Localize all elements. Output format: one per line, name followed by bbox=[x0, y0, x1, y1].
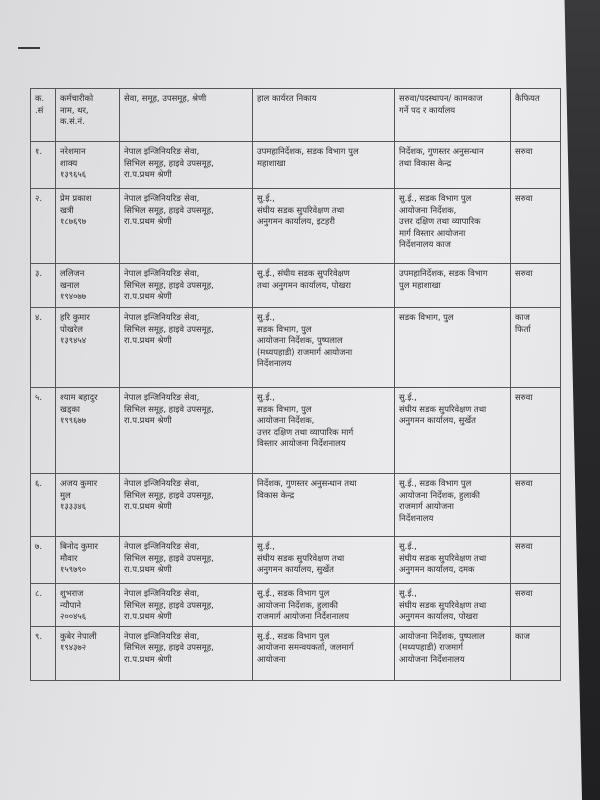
cell-current-office: सु.ई., सडक विभाग, पुल आयोजना निर्देशक, पुष्पलाल (मध्यपहाडी) राजमार्ग आयोजना निर्देशनालय bbox=[253, 308, 395, 388]
margin-mark bbox=[18, 47, 40, 49]
cell-service-group: नेपाल इन्जिनियरिङ सेवा, सिभिल समूह, हाइवे उपसमूह, रा.प.प्रथम श्रेणी bbox=[120, 474, 253, 537]
header-sn: क. .सं bbox=[31, 89, 56, 142]
cell-transfer-office: सु.ई., संघीय सडक सुपरिवेक्षण तथा अनुगमन कार्यालय, सुर्खेत bbox=[395, 388, 511, 474]
cell-sn: ३. bbox=[31, 264, 56, 308]
cell-employee-name: श्याम बहादुर खड्का १९९६७७ bbox=[56, 388, 120, 474]
cell-remarks: सरुवा bbox=[511, 189, 561, 264]
cell-sn: ७. bbox=[31, 537, 56, 584]
cell-current-office: सु.ई., सडक विभाग पुल आयोजना समन्वयकर्ता, जलमार्ग आयोजना bbox=[253, 626, 395, 680]
table-row bbox=[31, 626, 561, 680]
cell-remarks: सरुवा bbox=[511, 584, 561, 627]
cell-current-office: सु.ई., सडक विभाग, पुल आयोजना निर्देशक, उत्तर दक्षिण तथा व्यापारिक मार्ग विस्तार आयोजना निर्देशनालय bbox=[253, 388, 395, 474]
cell-service-group: नेपाल इन्जिनियरिङ सेवा, सिभिल समूह, हाइवे उपसमूह, रा.प.प्रथम श्रेणी bbox=[120, 388, 253, 474]
cell-employee-name: ललिजन खनाल १९४०७७ bbox=[56, 264, 120, 308]
cell-sn: ६. bbox=[31, 474, 56, 537]
cell-service-group: नेपाल इन्जिनियरिङ सेवा, सिभिल समूह, हाइवे उपसमूह, रा.प.प्रथम श्रेणी bbox=[120, 264, 253, 308]
cell-remarks: सरुवा bbox=[511, 264, 561, 308]
cell-sn: ५. bbox=[31, 388, 56, 474]
table-row bbox=[31, 264, 561, 308]
transfer-table bbox=[30, 88, 561, 681]
cell-employee-name: शुभराज न्यौपाने २००४५६ bbox=[56, 584, 120, 627]
cell-sn: १. bbox=[31, 142, 56, 189]
header-service: सेवा, समूह, उपसमूह, श्रेणी bbox=[120, 89, 253, 142]
cell-employee-name: अजय कुमार मुल १३३३४६ bbox=[56, 474, 120, 537]
cell-service-group: नेपाल इन्जिनियरिङ सेवा, सिभिल समूह, हाइवे उपसमूह, रा.प.प्रथम श्रेणी bbox=[120, 584, 253, 627]
table-row bbox=[31, 308, 561, 388]
cell-employee-name: हरि कुमार पोखरेल १३९४५४ bbox=[56, 308, 120, 388]
cell-current-office: सु.ई., संघीय सडक सुपरिवेक्षण तथा अनुगमन कार्यालय, पोखरा bbox=[253, 264, 395, 308]
header-current-office: हाल कार्यरत निकाय bbox=[253, 89, 395, 142]
cell-transfer-office: सु.ई., सडक विभाग पुल आयोजना निर्देशक, उत्तर दक्षिण तथा व्यापारिक मार्ग विस्तार आयोजना निर्देशनालय काज bbox=[395, 189, 511, 264]
cell-transfer-office: सडक विभाग, पुल bbox=[395, 308, 511, 388]
cell-current-office: निर्देशक, गुणस्तर अनुसन्धान तथा विकास केन्द्र bbox=[253, 474, 395, 537]
cell-sn: ४. bbox=[31, 308, 56, 388]
cell-current-office: सु.ई., संघीय सडक सुपरिवेक्षण तथा अनुगमन कार्यालय, सुर्खेत bbox=[253, 537, 395, 584]
cell-remarks: सरुवा bbox=[511, 474, 561, 537]
header-name: कर्मचारीको नाम, थर, क.सं.नं. bbox=[56, 89, 120, 142]
cell-service-group: नेपाल इन्जिनियरिङ सेवा, सिभिल समूह, हाइवे उपसमूह, रा.प.प्रथम श्रेणी bbox=[120, 537, 253, 584]
table-row bbox=[31, 584, 561, 627]
table-header-row bbox=[31, 89, 561, 142]
table-row bbox=[31, 537, 561, 584]
table-row bbox=[31, 189, 561, 264]
cell-service-group: नेपाल इन्जिनियरिङ सेवा, सिभिल समूह, हाइवे उपसमूह, रा.प.प्रथम श्रेणी bbox=[120, 308, 253, 388]
cell-remarks: सरुवा bbox=[511, 537, 561, 584]
cell-transfer-office: सु.ई., सडक विभाग पुल आयोजना निर्देशक, हुलाकी राजमार्ग आयोजना निर्देशनालय bbox=[395, 474, 511, 537]
cell-transfer-office: सु.ई., संघीय सडक सुपरिवेक्षण तथा अनुगमन कार्यालय, दमक bbox=[395, 537, 511, 584]
cell-transfer-office: सु.ई., संघीय सडक सुपरिवेक्षण तथा अनुगमन कार्यालय, पोखरा bbox=[395, 584, 511, 627]
cell-remarks: काज फिर्ता bbox=[511, 308, 561, 388]
cell-transfer-office: आयोजना निर्देशक, पुष्पलाल (मध्यपहाडी) राजमार्ग आयोजना निर्देशनालय bbox=[395, 626, 511, 680]
cell-current-office: उपमहानिर्देशक, सडक विभाग पुल महाशाखा bbox=[253, 142, 395, 189]
table-row bbox=[31, 474, 561, 537]
cell-sn: ९. bbox=[31, 626, 56, 680]
table-row bbox=[31, 142, 561, 189]
table-row bbox=[31, 388, 561, 474]
header-transfer-office: सरुवा/पदस्थापन/ कामकाज गर्ने पद र कार्यालय bbox=[395, 89, 511, 142]
cell-employee-name: कुबेर नेपाली १९४३७२ bbox=[56, 626, 120, 680]
cell-sn: ८. bbox=[31, 584, 56, 627]
cell-service-group: नेपाल इन्जिनियरिङ सेवा, सिभिल समूह, हाइवे उपसमूह, रा.प.प्रथम श्रेणी bbox=[120, 626, 253, 680]
cell-sn: २. bbox=[31, 189, 56, 264]
cell-employee-name: प्रेम प्रकाश खत्री १८७६९७ bbox=[56, 189, 120, 264]
cell-transfer-office: निर्देशक, गुणस्तर अनुसन्धान तथा विकास केन्द्र bbox=[395, 142, 511, 189]
cell-current-office: सु.ई., सडक विभाग पुल आयोजना निर्देशक, हुलाकी राजमार्ग आयोजना निर्देशनालय bbox=[253, 584, 395, 627]
cell-remarks: सरुवा bbox=[511, 142, 561, 189]
cell-service-group: नेपाल इन्जिनियरिङ सेवा, सिभिल समूह, हाइवे उपसमूह, रा.प.प्रथम श्रेणी bbox=[120, 142, 253, 189]
header-remarks: कैफियत bbox=[511, 89, 561, 142]
cell-service-group: नेपाल इन्जिनियरिङ सेवा, सिभिल समूह, हाइवे उपसमूह, रा.प.प्रथम श्रेणी bbox=[120, 189, 253, 264]
cell-remarks: सरुवा bbox=[511, 388, 561, 474]
cell-transfer-office: उपमहानिर्देशक, सडक विभाग पुल महाशाखा bbox=[395, 264, 511, 308]
cell-employee-name: बिनोद कुमार मौवार १५९७९० bbox=[56, 537, 120, 584]
cell-employee-name: नरेशमान शाक्य १३९६५६ bbox=[56, 142, 120, 189]
cell-remarks: काज bbox=[511, 626, 561, 680]
cell-current-office: सु.ई., संघीय सडक सुपरिवेक्षण तथा अनुगमन कार्यालय, इटहरी bbox=[253, 189, 395, 264]
